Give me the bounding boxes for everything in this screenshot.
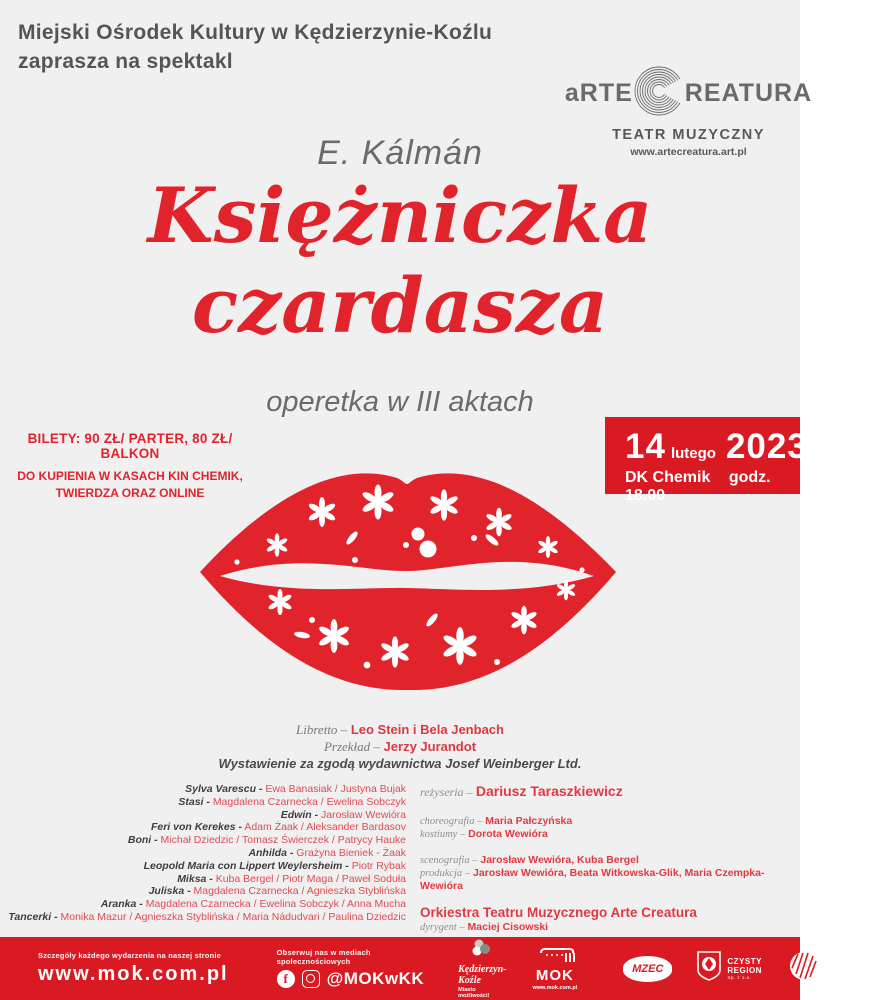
cast-row: Feri von Kerekes - Adam Żaak / Aleksander Bardasov bbox=[150, 821, 406, 834]
czysty-region-text: CZYSTY REGION Sp. z o.o. bbox=[727, 956, 762, 981]
header-invitation bbox=[18, 18, 492, 77]
mok-name: MOK bbox=[535, 966, 574, 984]
mzec-logo: MZEC bbox=[623, 956, 672, 982]
cast-row: Stasi - Magdalena Czarnecka / Ewelina Sobczyk bbox=[178, 795, 406, 808]
footer-website-label: Szczegóły każdego wydarzenia na naszej stronie bbox=[38, 951, 222, 960]
footer-social-block bbox=[277, 948, 425, 989]
cast-row: Miksa - Kuba Bergel / Piotr Maga / Paweł Soduła bbox=[177, 872, 406, 885]
mwik-logo bbox=[788, 943, 870, 993]
show-title-line1: Księżniczka bbox=[147, 171, 653, 260]
event-time: godz. 18.00 bbox=[625, 469, 771, 504]
czysty-region-logo bbox=[696, 950, 762, 987]
cast-row: Aranka - Magdalena Czarnecka / Ewelina Sobczyk / Anna Mucha bbox=[100, 898, 406, 911]
team-row: scenografia – Jarosław Wewióra, Kuba Bergel bbox=[420, 854, 639, 866]
event-year: 2023 bbox=[725, 427, 808, 466]
team-row: kostiumy – Dorota Wewióra bbox=[420, 828, 548, 840]
header-line1: Miejski Ośrodek Kultury w Kędzierzynie-Koźlu bbox=[18, 21, 493, 44]
cast-row: Tancerki - Monika Mazur / Agnieszka Styblińska / Maria Nádudvari / Paulina Dziedzic bbox=[8, 910, 406, 923]
mok-column-icon bbox=[535, 947, 575, 968]
mwik-text: Miejskie Wodociągi i Kanalizacja w Kędzierzynie-Koźlu Spółka z o.o. bbox=[825, 943, 870, 994]
cast-row: Sylva Varescu - Ewa Banasiak / Justyna Bujak bbox=[185, 783, 406, 795]
mok-logo bbox=[532, 947, 577, 991]
tickets-purchase-info: DO KUPIENIA W KASACH KIN CHEMIK, TWIERDZA ORAZ ONLINE bbox=[17, 469, 243, 501]
mok-logo-site: www.mok.com.pl bbox=[532, 984, 578, 991]
event-day: 14 bbox=[625, 427, 666, 466]
creative-team bbox=[420, 785, 792, 934]
arte-creatura-website-link[interactable]: www.artecreatura.art.pl bbox=[630, 146, 747, 158]
cast-row: Edwin - Jarosław Wewióra bbox=[280, 808, 406, 821]
director-line: reżyseria – Dariusz Taraszkiewicz bbox=[420, 783, 623, 799]
composer-name: E. Kálmán bbox=[317, 134, 483, 172]
arte-text: aRTE bbox=[564, 79, 633, 107]
license-line: Wystawienie za zgodą wydawnictwa Josef Weinberger Ltd. bbox=[218, 756, 582, 771]
facebook-icon[interactable]: f bbox=[277, 970, 295, 988]
footer-social-label: Obserwuj nas w mediach społecznościowych bbox=[276, 948, 371, 966]
mwik-circle-icon bbox=[788, 950, 820, 987]
arte-creatura-wordmark bbox=[565, 62, 812, 125]
arte-creatura-c-icon bbox=[633, 62, 685, 125]
teatr-muzyczny-label: TEATR MUZYCZNY bbox=[612, 127, 765, 143]
show-subtitle: operetka w III aktach bbox=[266, 386, 534, 418]
lips-graphic bbox=[192, 450, 624, 705]
creatura-text: REATURA bbox=[684, 79, 813, 107]
cast-list bbox=[0, 783, 406, 924]
event-venue-time bbox=[625, 469, 800, 505]
event-month: lutego bbox=[670, 445, 716, 462]
city-tagline: Miasto możliwości! bbox=[458, 986, 490, 999]
czysty-region-shield-icon bbox=[696, 950, 722, 987]
team-group-1 bbox=[420, 815, 792, 841]
libretto-line: Libretto – Leo Stein i Bela Jenbach bbox=[296, 722, 504, 737]
orchestra-line: Orkiestra Teatru Muzycznego Arte Creatura bbox=[420, 905, 697, 920]
libretto-credits bbox=[0, 721, 800, 772]
show-title-line2: czardasza bbox=[191, 261, 609, 350]
tickets-prices: BILETY: 90 ZŁ/ PARTER, 80 ZŁ/ BALKON bbox=[27, 431, 233, 461]
team-row: choreografia – Maria Pałczyńska bbox=[420, 815, 573, 827]
social-handle[interactable]: @MOKwKK bbox=[326, 969, 425, 988]
instagram-icon[interactable] bbox=[302, 970, 320, 988]
cast-row: Juliska - Magdalena Czarnecka / Agnieszka Styblińska bbox=[148, 885, 406, 898]
kedzierzyn-kozle-logo bbox=[458, 939, 506, 999]
team-group-2 bbox=[420, 854, 792, 893]
event-date bbox=[625, 427, 808, 467]
mok-website-link[interactable]: www.mok.com.pl bbox=[38, 963, 229, 985]
cast-row: Anhilda - Grażyna Bieniek - Żaak bbox=[248, 846, 406, 859]
header-line2: zaprasza na spektakl bbox=[18, 50, 233, 74]
event-venue: DK Chemik bbox=[625, 469, 711, 486]
conductor-line: dyrygent – Maciej Cisowski bbox=[420, 921, 549, 933]
translation-line: Przekład – Jerzy Jurandot bbox=[323, 739, 477, 754]
team-row: produkcja – Jarosław Wewióra, Beata Witkowska-Glik, Maria Czempka-Wewióra bbox=[420, 867, 765, 892]
event-date-box bbox=[605, 417, 808, 504]
footer-website-block bbox=[38, 951, 229, 986]
city-circles-icon bbox=[469, 939, 495, 962]
city-name: Kędzierzyn-Koźle bbox=[458, 963, 507, 986]
cast-row: Leopold Maria con Lippert Weylersheim - Piotr Rybak bbox=[143, 859, 406, 872]
cast-row: Boni - Michał Dziedzic / Tomasz Świerczek / Patrycy Hauke bbox=[127, 834, 406, 847]
footer-bar bbox=[0, 937, 870, 1000]
